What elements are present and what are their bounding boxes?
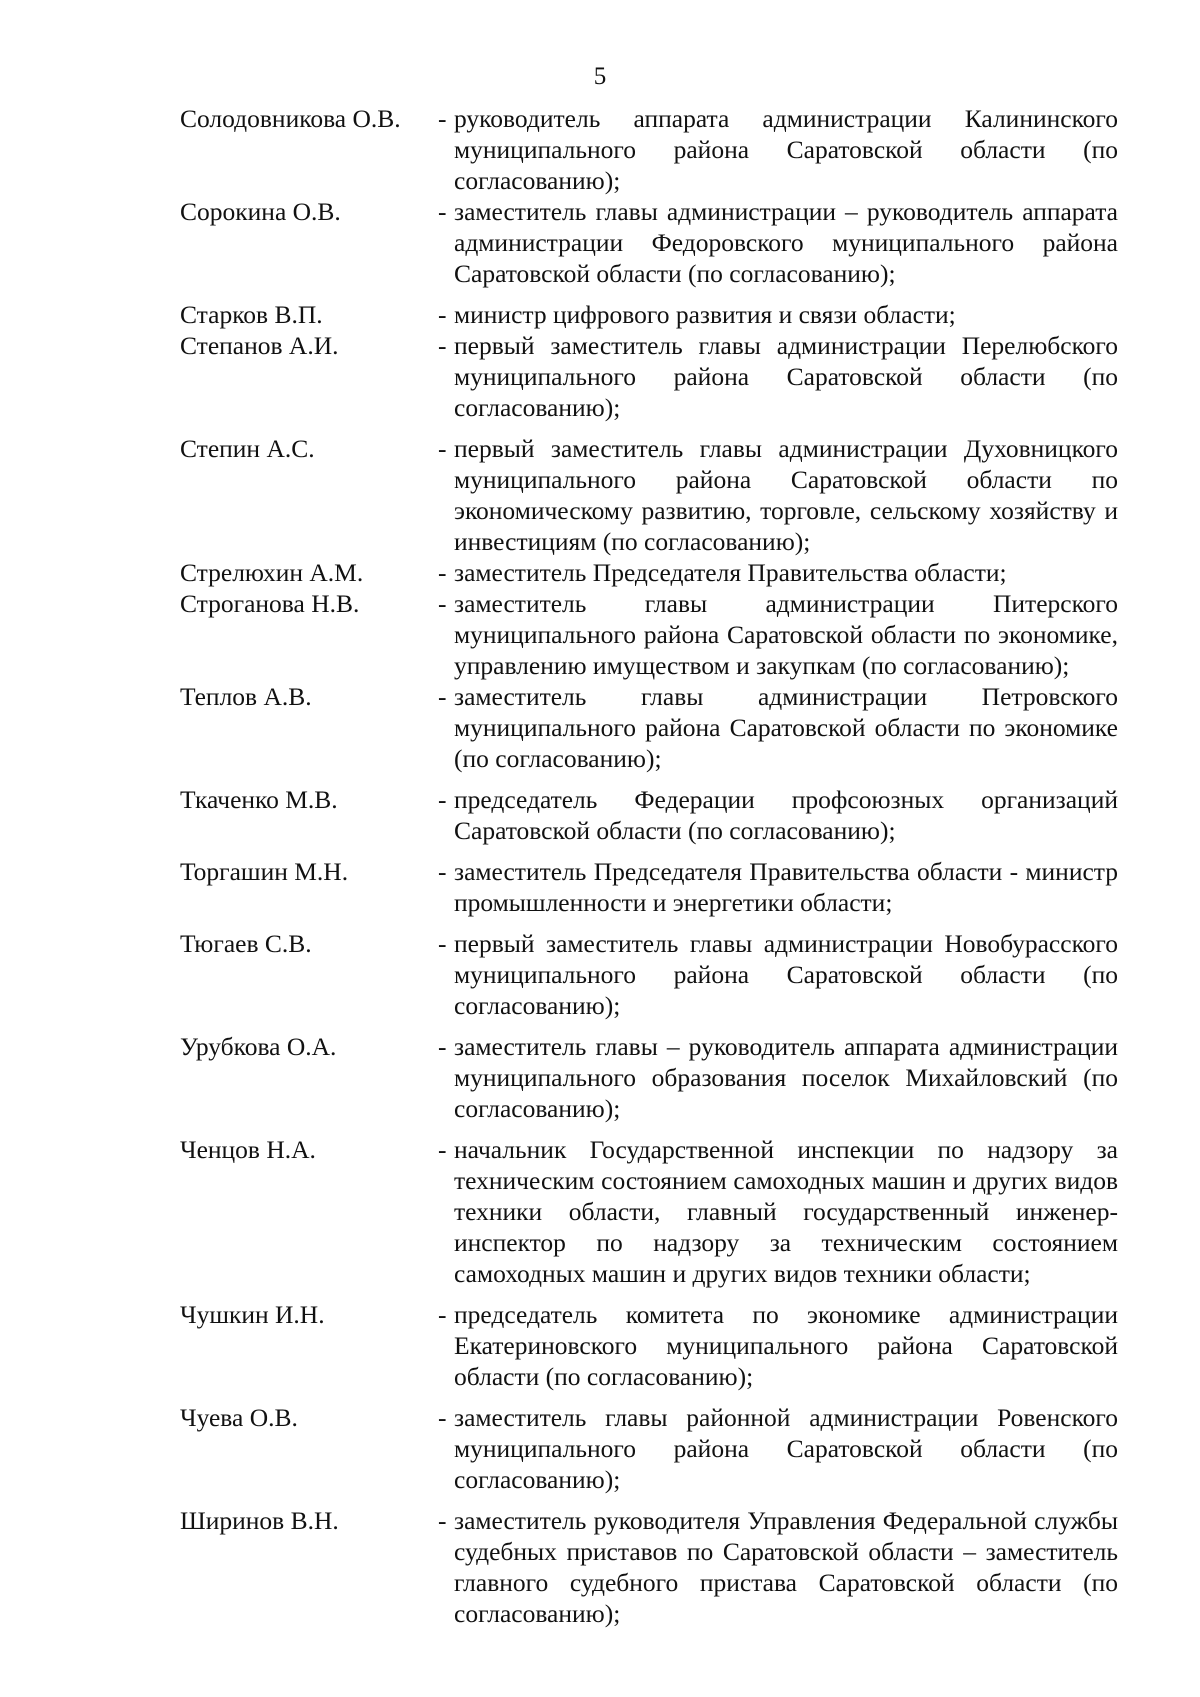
list-item [180,1402,1118,1495]
member-position: первый заместитель главы администрации Перелюбского муниципального района Саратовской области (по согласованию); [454,331,1118,422]
page-number: 5 [593,63,607,90]
dash-separator: - [438,1032,447,1061]
member-name: Урубкова О.А. [180,1032,337,1061]
dash-separator: - [438,434,447,463]
member-name: Стрелюхин А.М. [180,558,364,587]
member-position: руководитель аппарата администрации Калининского муниципального района Саратовской области (по согласованию); [454,104,1118,195]
member-name: Ченцов Н.А. [180,1135,316,1164]
list-item [180,784,1118,846]
dash-separator: - [438,1135,447,1164]
list-item [180,1299,1118,1392]
dash-separator: - [438,1300,447,1329]
member-name: Старков В.П. [180,300,323,329]
list-item [180,856,1118,918]
member-position: заместитель главы администрации Питерского муниципального района Саратовской области по экономике, управлению имуществом и закупкам (по согласованию); [454,589,1118,680]
member-position: начальник Государственной инспекции по надзору за техническим состоянием самоходных машин и других видов техники области, главный государственный инженер-инспектор по надзору за техническим состоянием самоходных машин и других видов техники области; [454,1135,1118,1288]
list-item [180,330,1118,423]
member-name: Чуева О.В. [180,1403,298,1432]
dash-separator: - [438,682,447,711]
dash-separator: - [438,589,447,618]
member-position: первый заместитель главы администрации Духовницкого муниципального района Саратовской области по экономическому развитию, торговле, сельскому хозяйству и инвестициям (по согласованию); [454,434,1118,556]
dash-separator: - [438,857,447,886]
member-list [180,103,1118,1629]
member-position: заместитель главы – руководитель аппарата администрации муниципального образования поселок Михайловский (по согласованию); [454,1032,1118,1123]
member-name: Тюгаев С.В. [180,929,312,958]
member-name: Степин А.С. [180,434,315,463]
dash-separator: - [438,1403,447,1432]
dash-separator: - [438,331,447,360]
list-item [180,1031,1118,1124]
list-item [180,299,1118,330]
member-position: председатель комитета по экономике администрации Екатериновского муниципального района Саратовской области (по согласованию); [454,1300,1118,1391]
list-item [180,1134,1118,1289]
member-name: Чушкин И.Н. [180,1300,325,1329]
dash-separator: - [438,929,447,958]
list-item [180,433,1118,557]
member-position: заместитель Председателя Правительства области; [454,558,1007,587]
member-position: заместитель руководителя Управления Федеральной службы судебных приставов по Саратовской области – заместитель главного судебного пристава Саратовской области (по согласованию); [454,1506,1118,1628]
dash-separator: - [438,104,447,133]
member-name: Солодовникова О.В. [180,104,401,133]
list-item [180,557,1118,588]
member-position: председатель Федерации профсоюзных организаций Саратовской области (по согласованию); [454,785,1118,845]
list-item [180,103,1118,196]
list-item [180,1505,1118,1629]
member-name: Ткаченко М.В. [180,785,338,814]
member-name: Степанов А.И. [180,331,339,360]
member-name: Ширинов В.Н. [180,1506,339,1535]
member-position: заместитель главы администрации Петровского муниципального района Саратовской области по экономике (по согласованию); [454,682,1118,773]
dash-separator: - [438,1506,447,1535]
list-item [180,681,1118,774]
member-name: Торгашин М.Н. [180,857,349,886]
member-name: Теплов А.В. [180,682,312,711]
dash-separator: - [438,300,447,329]
list-item [180,196,1118,289]
dash-separator: - [438,197,447,226]
dash-separator: - [438,785,447,814]
member-position: заместитель главы администрации – руководитель аппарата администрации Федоровского муниципального района Саратовской области (по согласованию); [454,197,1118,288]
member-position: заместитель главы районной администрации Ровенского муниципального района Саратовской области (по согласованию); [454,1403,1118,1494]
list-item [180,928,1118,1021]
list-item [180,588,1118,681]
member-name: Сорокина О.В. [180,197,341,226]
member-name: Строганова Н.В. [180,589,360,618]
member-position: министр цифрового развития и связи области; [454,300,956,329]
member-position: первый заместитель главы администрации Новобурасского муниципального района Саратовской области (по согласованию); [454,929,1118,1020]
member-position: заместитель Председателя Правительства области - министр промышленности и энергетики области; [454,857,1118,917]
dash-separator: - [438,558,447,587]
